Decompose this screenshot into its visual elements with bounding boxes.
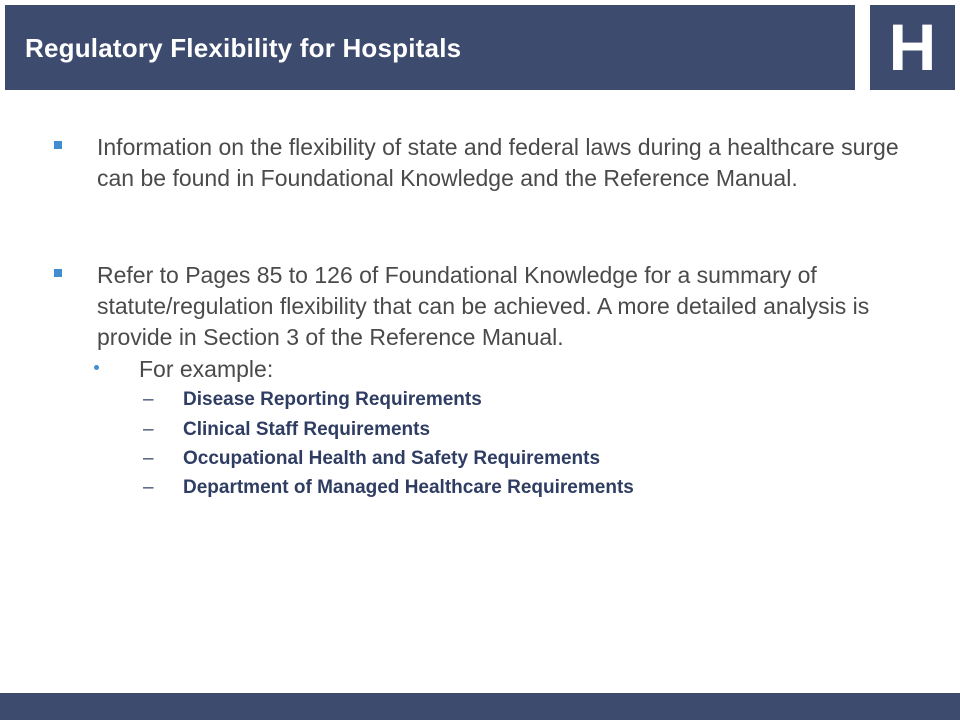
example-text: Clinical Staff Requirements [183,419,431,440]
dash-marker: – [143,448,154,469]
dash-marker: – [143,477,154,498]
slide-title: Regulatory Flexibility for Hospitals [25,33,462,63]
example-text: Occupational Health and Safety Requirements [183,448,601,469]
dash-marker: – [143,419,154,440]
footer-bar [0,693,960,720]
square-bullet-icon [54,269,62,277]
example-text: Disease Reporting Requirements [183,389,482,410]
sub-bullet-text: For example: [139,356,274,382]
dot-bullet-icon [94,365,99,370]
bullet-text: Information on the flexibility of state and federal laws during a healthcare surge can be found in Foundational Knowledge and the Reference Manual. [97,134,899,191]
bullet-text: Refer to Pages 85 to 126 of Foundational Knowledge for a summary of statute/regulation flexibility that can be achieved. A more detailed analysis is provide in Section 3 of the Reference Manual. [97,262,870,350]
square-bullet-icon [54,141,62,149]
example-text: Department of Managed Healthcare Requirements [183,477,634,498]
dash-marker: – [143,389,154,410]
hospital-logo-letter: H [888,9,937,84]
